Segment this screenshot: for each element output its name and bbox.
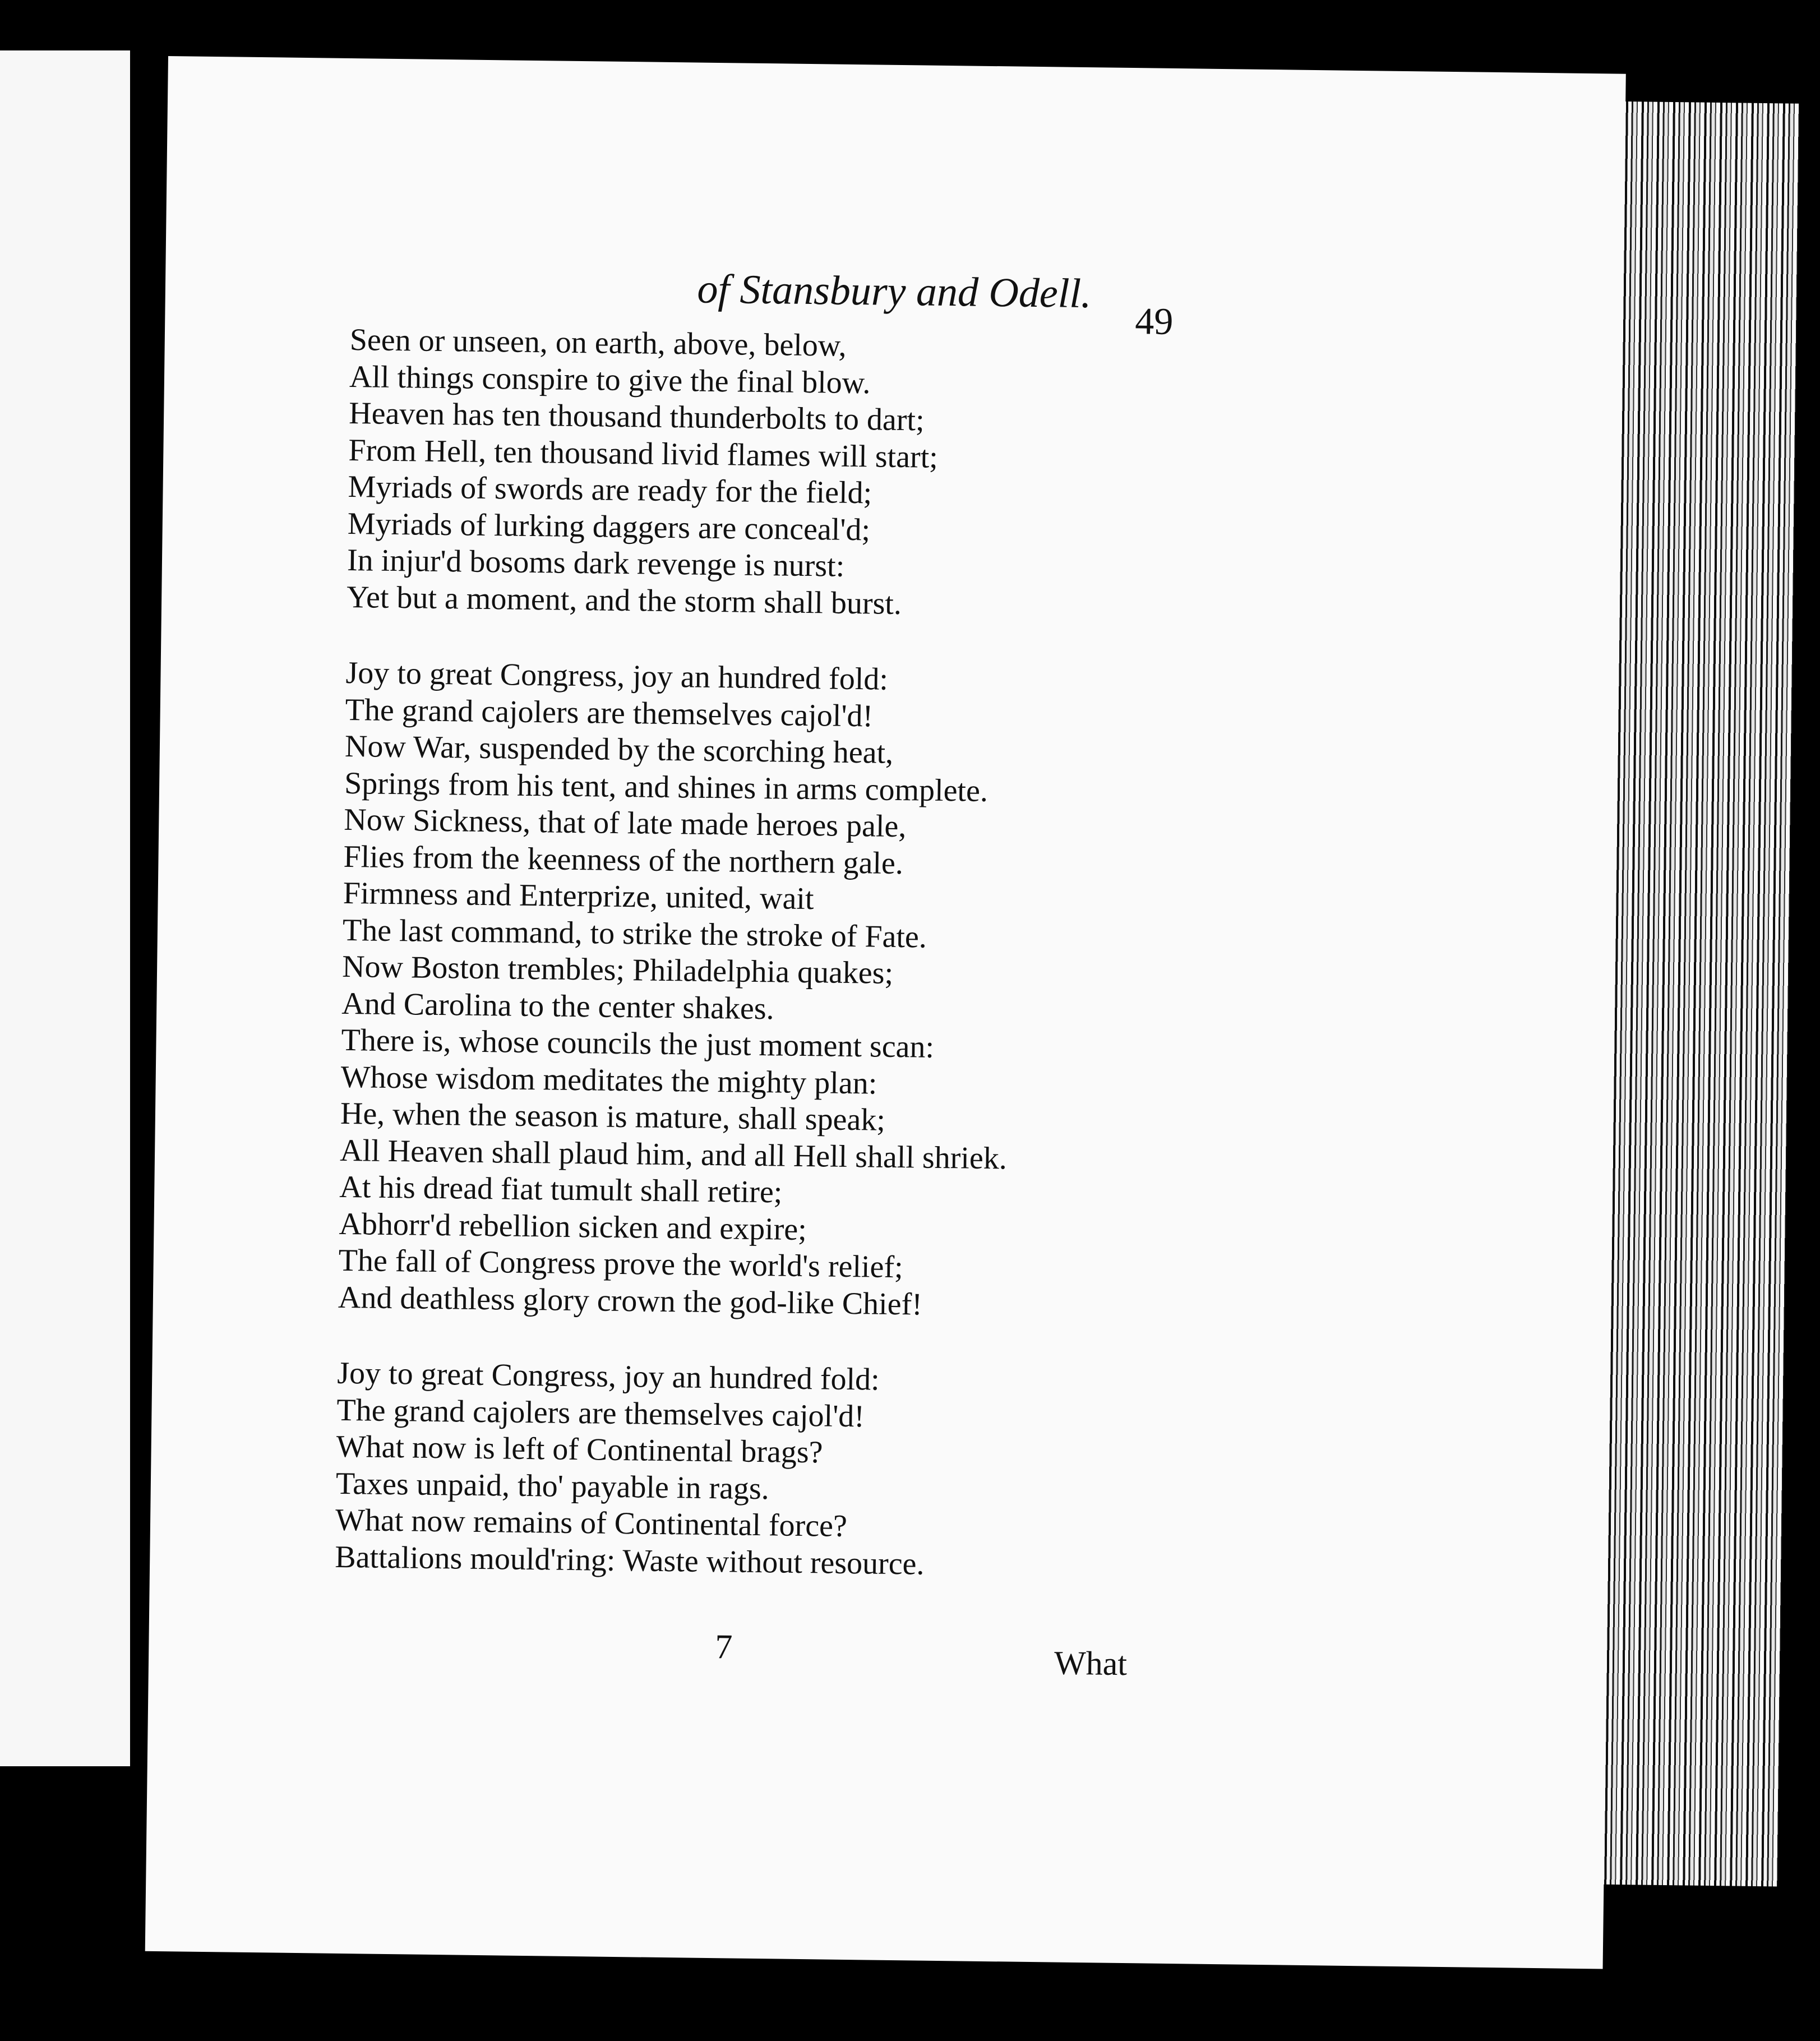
poem-line: Now War, suspended by the scorching heat, <box>344 728 894 770</box>
poem-line: Joy to great Congress, joy an hundred fold: <box>336 1355 880 1397</box>
poem-line: All things conspire to give the final blow. <box>349 359 871 400</box>
poem-line: Abhorr'd rebellion sicken and expire; <box>339 1206 807 1247</box>
poem-line: Myriads of swords are ready for the field; <box>348 469 872 511</box>
poem-line: The fall of Congress prove the world's relief; <box>338 1243 903 1285</box>
poem-line: All Heaven shall plaud him, and all Hell shall shriek. <box>339 1133 1008 1176</box>
poem-line: Whose wisdom meditates the mighty plan: <box>340 1059 877 1101</box>
page-number: 49 <box>1134 299 1174 343</box>
poem-line: Flies from the keenness of the northern gale. <box>343 839 904 881</box>
poem-line: Springs from his tent, and shines in arms complete. <box>344 765 988 809</box>
running-head: of Stansbury and Odell. <box>697 266 1092 317</box>
signature-mark: 7 <box>714 1628 733 1666</box>
poem-line: In injur'd bosoms dark revenge is nurst: <box>347 542 845 584</box>
book-page <box>145 56 1626 1969</box>
poem-line: The last command, to strike the stroke of Fate. <box>342 912 927 955</box>
poem-line: And Carolina to the center shakes. <box>341 986 775 1026</box>
poem-line: And deathless glory crown the god-like Chief! <box>338 1280 923 1322</box>
poem-line: Seen or unseen, on earth, above, below, <box>349 322 847 363</box>
poem-line: He, when the season is mature, shall speak; <box>340 1096 886 1138</box>
poem-line: Joy to great Congress, joy an hundred fold: <box>345 655 889 697</box>
poem-line: The grand cajolers are themselves cajol'd! <box>345 692 874 733</box>
poem-line: Heaven has ten thousand thunderbolts to dart; <box>348 395 925 438</box>
poem-line: What now is left of Continental brags? <box>336 1429 823 1470</box>
poem-line: Now Boston trembles; Philadelphia quakes; <box>341 949 894 991</box>
poem-line: Yet but a moment, and the storm shall burst. <box>346 579 902 621</box>
poem-text <box>335 322 1017 1583</box>
poem-line: Myriads of lurking daggers are conceal'd; <box>347 506 871 547</box>
catchword: What <box>1054 1644 1128 1683</box>
poem-line: The grand cajolers are themselves cajol'd! <box>336 1392 865 1434</box>
poem-line: At his dread fiat tumult shall retire; <box>339 1169 783 1210</box>
poem-line: From Hell, ten thousand livid flames will start; <box>348 432 939 475</box>
poem-line: Firmness and Enterprize, united, wait <box>343 875 814 917</box>
poem-line: There is, whose councils the just moment scan: <box>341 1022 935 1065</box>
poem-line: Now Sickness, that of late made heroes pale, <box>344 802 907 844</box>
poem-line: What now remains of Continental force? <box>335 1502 848 1544</box>
poem-line: Battalions mould'ring: Waste without resource. <box>334 1539 925 1582</box>
poem-line: Taxes unpaid, tho' payable in rags. <box>335 1466 770 1506</box>
previous-page-edge <box>0 50 130 1766</box>
